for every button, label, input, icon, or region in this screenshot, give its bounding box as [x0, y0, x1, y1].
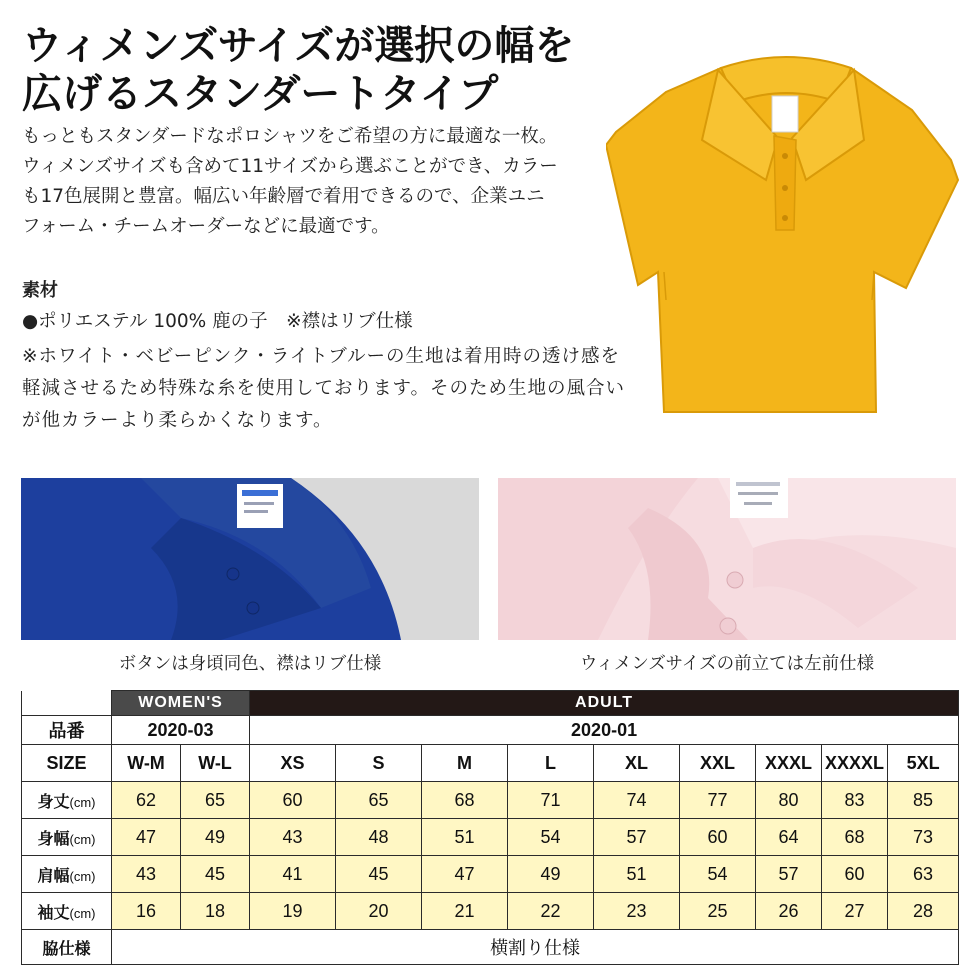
- table-cell: 68: [422, 782, 508, 819]
- code-label: 品番: [22, 716, 112, 745]
- pink-polo-collar-photo: [498, 478, 956, 640]
- table-cell: 83: [822, 782, 888, 819]
- table-row: [22, 819, 959, 856]
- size-cell: W-M: [112, 745, 181, 782]
- table-cell: 65: [336, 782, 422, 819]
- table-cell: 51: [422, 819, 508, 856]
- row-label-unit: (cm): [69, 905, 96, 921]
- description-line: もっともスタンダードなポロシャツをご希望の方に最適な一枚。: [22, 126, 558, 147]
- table-cell: 64: [756, 819, 822, 856]
- row-label-unit: (cm): [69, 868, 96, 884]
- table-cell: 63: [888, 856, 959, 893]
- row-label-text: 身丈: [37, 793, 70, 811]
- side-value: 横割り仕様: [112, 930, 959, 965]
- table-cell: 54: [508, 819, 594, 856]
- size-cell: XL: [594, 745, 680, 782]
- table-cell: 27: [822, 893, 888, 930]
- table-cell: 49: [181, 819, 250, 856]
- table-cell: 23: [594, 893, 680, 930]
- table-cell: 47: [422, 856, 508, 893]
- table-cell: 22: [508, 893, 594, 930]
- blue-polo-collar-photo: [21, 478, 479, 640]
- table-cell: 73: [888, 819, 959, 856]
- table-cell: 48: [336, 819, 422, 856]
- table-cell: 19: [250, 893, 336, 930]
- size-label: SIZE: [22, 745, 112, 782]
- table-cell: 60: [822, 856, 888, 893]
- row-label: [22, 856, 112, 893]
- size-table: [21, 690, 959, 965]
- material-line: ●ポリエステル 100% 鹿の子 ※襟はリブ仕様: [22, 311, 413, 332]
- table-cell: 74: [594, 782, 680, 819]
- table-cell: 43: [112, 856, 181, 893]
- group-womens: WOMEN'S: [112, 691, 250, 716]
- table-cell: 62: [112, 782, 181, 819]
- table-corner: [22, 691, 112, 716]
- table-cell: 28: [888, 893, 959, 930]
- row-label-unit: (cm): [69, 794, 96, 810]
- table-code-row: [22, 716, 959, 745]
- size-cell: L: [508, 745, 594, 782]
- table-cell: 85: [888, 782, 959, 819]
- table-row: [22, 782, 959, 819]
- row-label: [22, 893, 112, 930]
- size-cell: S: [336, 745, 422, 782]
- code-womens: 2020-03: [112, 716, 250, 745]
- table-cell: 68: [822, 819, 888, 856]
- description-line: フォーム・チームオーダーなどに最適です。: [22, 216, 390, 237]
- side-label: 脇仕様: [22, 930, 112, 965]
- size-cell: XXXXL: [822, 745, 888, 782]
- table-cell: 47: [112, 819, 181, 856]
- caption-left: ボタンは身頃同色、襟はリブ仕様: [118, 654, 382, 674]
- table-cell: 20: [336, 893, 422, 930]
- note-line: が他カラーより柔らかくなります。: [22, 410, 333, 431]
- row-label: [22, 819, 112, 856]
- table-cell: 71: [508, 782, 594, 819]
- size-cell: 5XL: [888, 745, 959, 782]
- size-cell: XXXL: [756, 745, 822, 782]
- size-cell: XXL: [680, 745, 756, 782]
- note-line: 軽減させるため特殊な糸を使用しております。そのため生地の風合い: [22, 378, 626, 399]
- page-title: [22, 22, 642, 118]
- table-cell: 80: [756, 782, 822, 819]
- table-cell: 49: [508, 856, 594, 893]
- table-row: [22, 856, 959, 893]
- table-cell: 41: [250, 856, 336, 893]
- title-line-2: 広げるスタンダートタイプ: [22, 71, 499, 117]
- table-cell: 18: [181, 893, 250, 930]
- table-cell: 57: [756, 856, 822, 893]
- description-line: ウィメンズサイズも含めて11サイズから選ぶことができ、カラー: [22, 156, 558, 177]
- size-cell: XS: [250, 745, 336, 782]
- table-row: [22, 893, 959, 930]
- table-cell: 60: [680, 819, 756, 856]
- caption-right: ウィメンズサイズの前立ては左前仕様: [579, 654, 875, 674]
- table-cell: 60: [250, 782, 336, 819]
- row-label: [22, 782, 112, 819]
- product-description: [22, 122, 662, 242]
- group-adult: ADULT: [250, 691, 959, 716]
- table-cell: 57: [594, 819, 680, 856]
- table-cell: 77: [680, 782, 756, 819]
- note-line: ※ホワイト・ベビーピンク・ライトブルーの生地は着用時の透け感を: [22, 346, 620, 367]
- table-group-row: [22, 691, 959, 716]
- table-side-row: [22, 930, 959, 965]
- code-adult: 2020-01: [250, 716, 959, 745]
- table-cell: 25: [680, 893, 756, 930]
- size-cell: M: [422, 745, 508, 782]
- size-cell: W-L: [181, 745, 250, 782]
- yellow-polo-shirt-image: [606, 40, 966, 420]
- table-size-row: [22, 745, 959, 782]
- description-line: も17色展開と豊富。幅広い年齢層で着用できるので、企業ユニ: [22, 186, 545, 207]
- table-cell: 51: [594, 856, 680, 893]
- material-heading: 素材: [22, 280, 58, 301]
- table-cell: 45: [181, 856, 250, 893]
- table-cell: 26: [756, 893, 822, 930]
- row-label-text: 肩幅: [37, 867, 70, 885]
- table-cell: 54: [680, 856, 756, 893]
- table-cell: 43: [250, 819, 336, 856]
- row-label-unit: (cm): [69, 831, 96, 847]
- table-cell: 65: [181, 782, 250, 819]
- row-label-text: 袖丈: [37, 904, 70, 922]
- row-label-text: 身幅: [37, 830, 70, 848]
- title-line-1: ウィメンズサイズが選択の幅を: [22, 23, 575, 69]
- table-cell: 16: [112, 893, 181, 930]
- table-cell: 21: [422, 893, 508, 930]
- table-cell: 45: [336, 856, 422, 893]
